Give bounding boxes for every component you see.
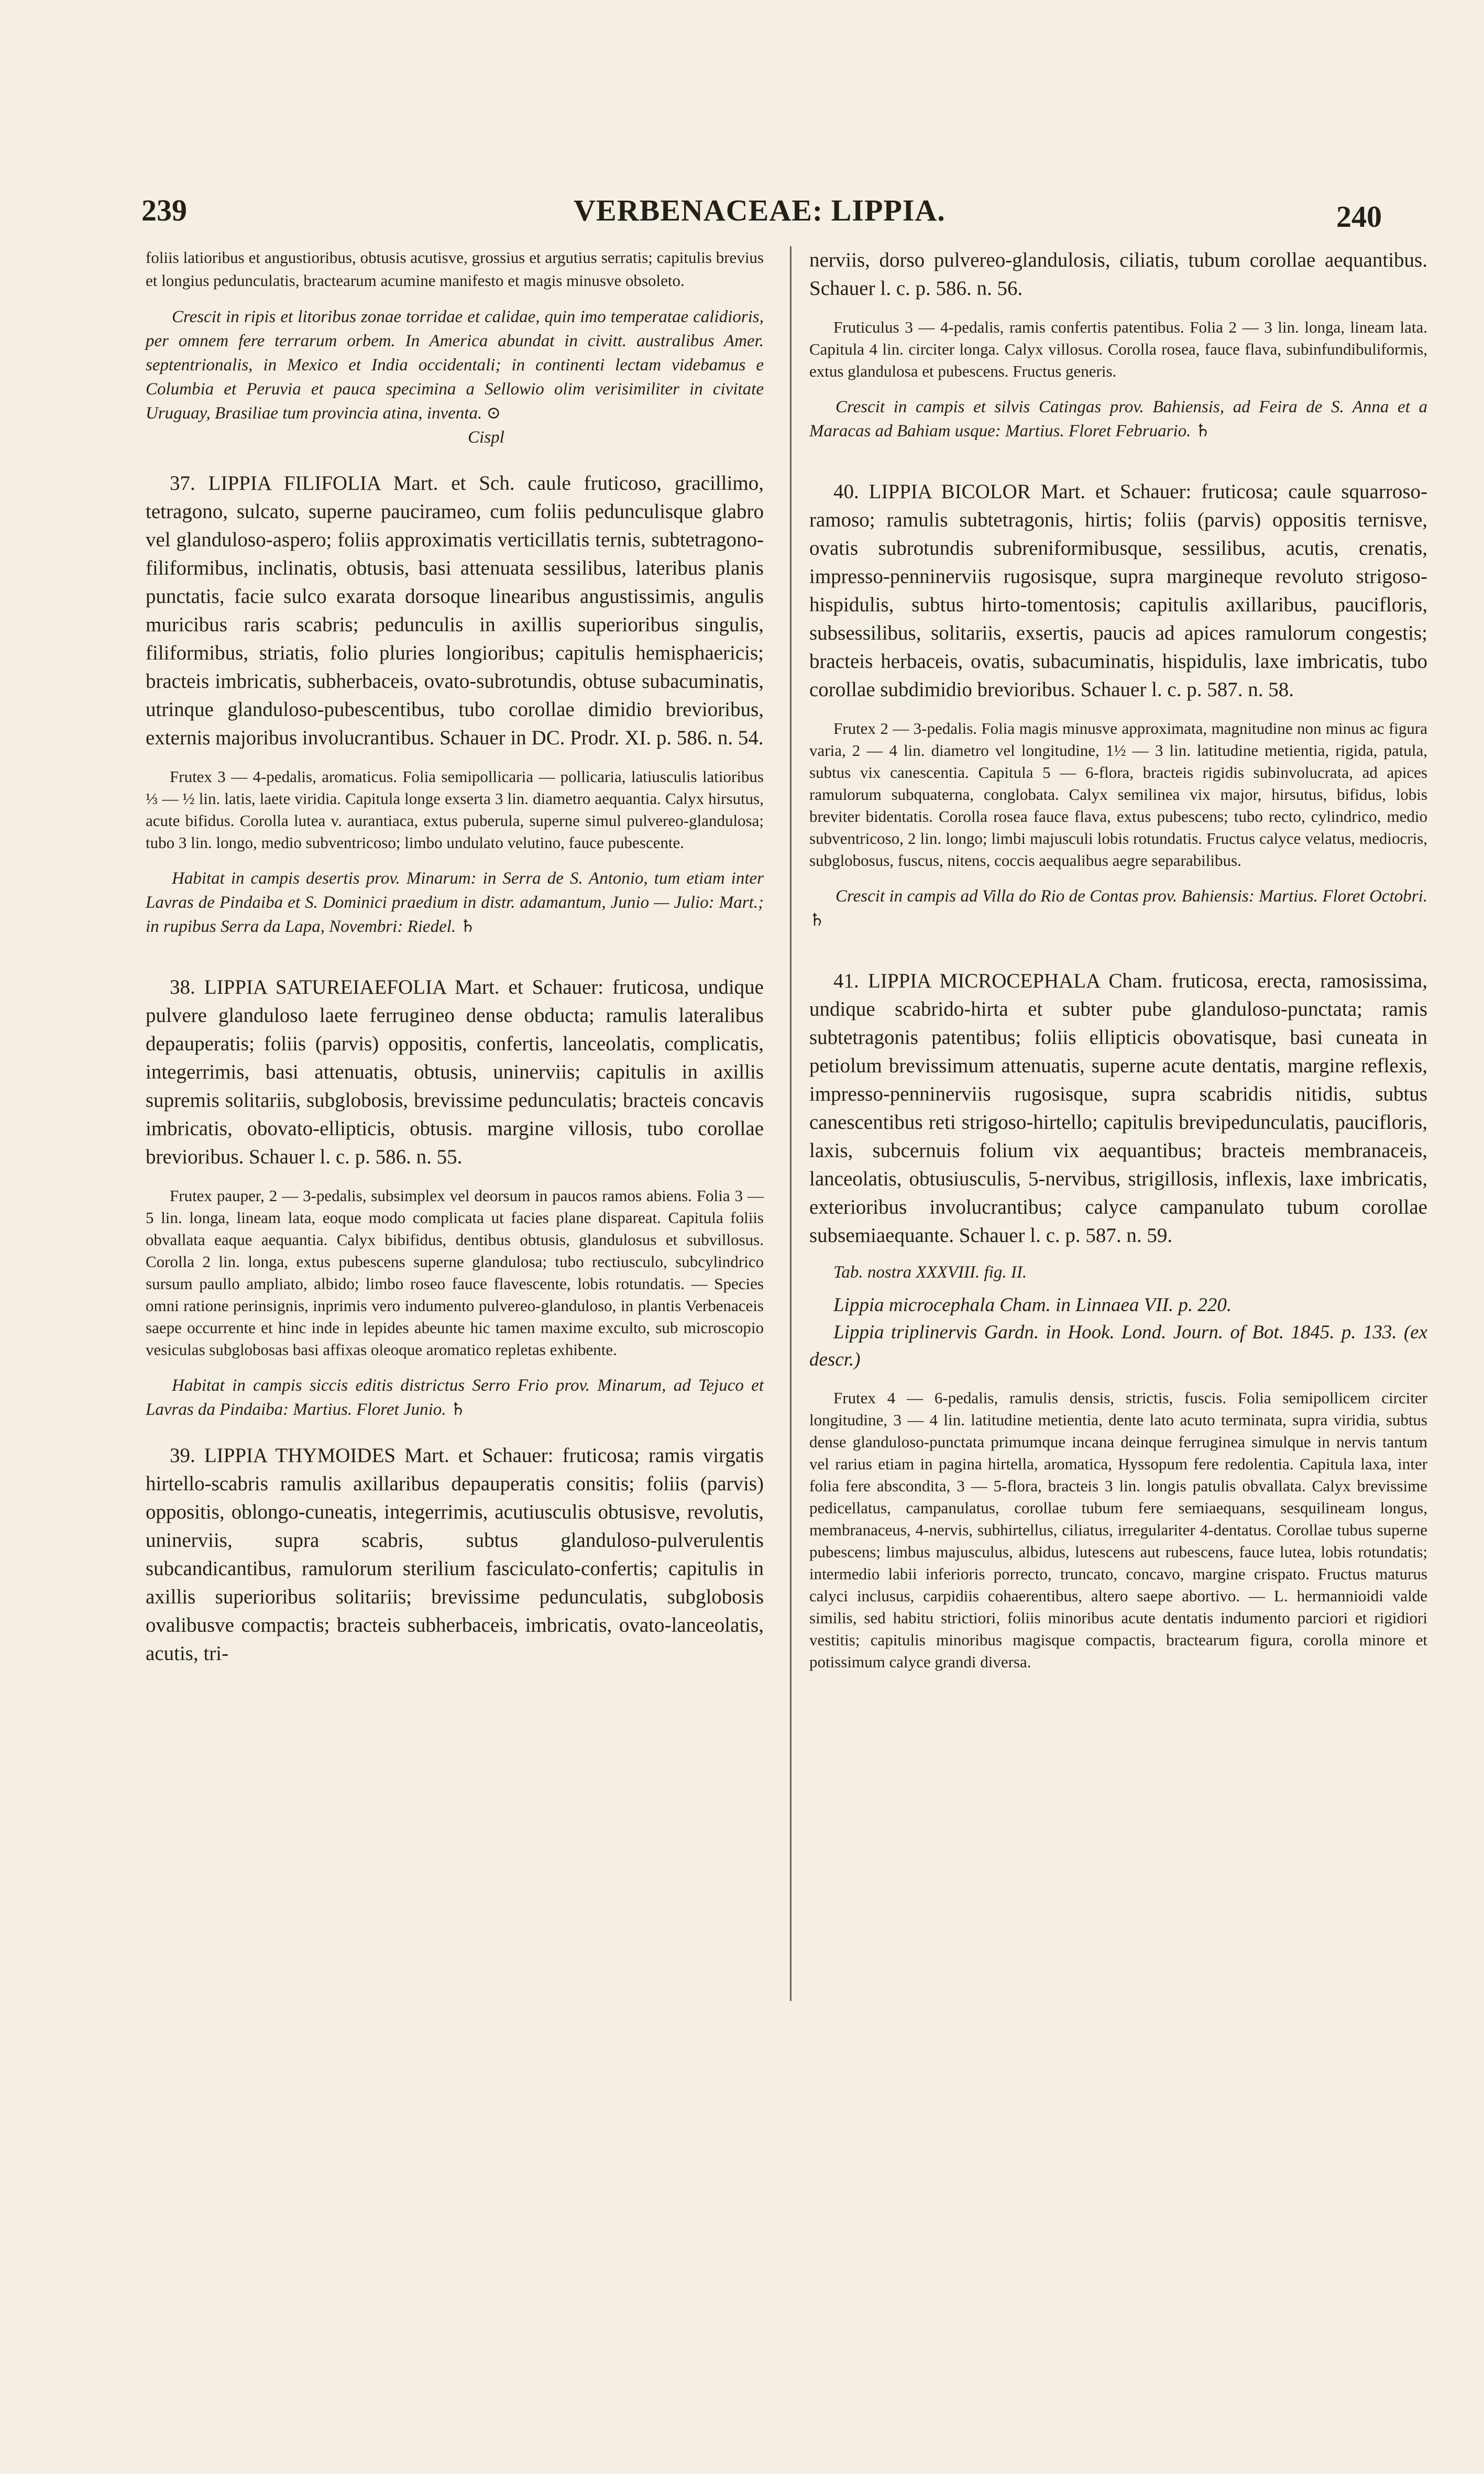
right-column	[809, 246, 1427, 1673]
species-39-habitat: Crescit in campis et silvis Catingas prov. Bahiensis, ad Feira de S. Anna et a Maracas ad Bahiam usque: Martius. Floret Februario. ♄	[809, 398, 1427, 441]
species-41-plate-reference: Tab. nostra XXXVIII. fig. II.	[833, 1263, 1027, 1282]
species-39-description: Fruticulus 3 — 4-pedalis, ramis confertis patentibus. Folia 2 — 3 lin. longa, lineam lata. Capitula 4 lin. circiter longa. Calyx villosus. Corolla rosea, fauce flava, subinfundibuliformis, extus glandulosa et pubescens. Fructus generis.	[809, 318, 1427, 380]
species-37-description: Frutex 3 — 4-pedalis, aromaticus. Folia semipollicaria — pollicaria, latiusculis latioribus ⅓ — ½ lin. latis, laete viridia. Capitula longe exserta 3 lin. diametro aequantia. Calyx hirsutus, acute bifidus. Corolla lutea v. aurantiaca, extus puberula, superne simul pulvereo-glandulosa; tubo 3 lin. longo, medio subventricoso; limbo undulato velutino, fauce pubescente.	[146, 767, 764, 852]
species-40-habitat: Crescit in campis ad Villa do Rio de Contas prov. Bahiensis: Martius. Floret Octobri. ♄	[809, 887, 1427, 930]
species-38-description: Frutex pauper, 2 — 3-pedalis, subsimplex vel deorsum in paucos ramos abiens. Folia 3 — 5 lin. longa, lineam lata, eoque modo complicata ut facies plane dispareat. Capitula foliis obvallata eaque aequantia. Calyx bibifidus, dentibus obtusis, glandulosus et subvillosus. Corolla 2 lin. longa, extus pubescens superne glandulosa; tubo rectiusculo, subcylindrico sursum paullo ampliato, albido; limbo roseo fauce flavescente, lobis rotundatis. — Species omni ratione perinsignis, inprimis vero indumento pulvereo-glanduloso, in plantis Verbenaceis saepe occurrente et hinc inde in lepides abeunte hic tamen maxime exculto, sub microscopio vesiculas subglobosas basi affixas oleoque aromatico repletas exhibente.	[146, 1186, 764, 1359]
species-39-continuation: nerviis, dorso pulvereo-glandulosis, ciliatis, tubum corollae aequantibus. Schauer l. c. p. 586. n. 56.	[809, 249, 1427, 300]
species-37-diagnosis: 37. LIPPIA FILIFOLIA Mart. et Sch. caule fruticoso, gracillimo, tetragono, sulcato, superne paucirameo, cum foliis pedunculisque glabro vel glanduloso-aspero; foliis approximatis verticillatis ternis, subtetragono-filiformibus, inclinatis, obtusis, basi attenuata sessilibus, lateribus planis punctatis, facie sulco exarata dorsoque linearibus angustissimis, angulis muricibus raris scabris; pedunculis in axillis superioribus singulis, filiformibus, striatis, folio pluries longioribus; capitulis hemisphaericis; bracteis imbricatis, subherbaceis, ovato-subrotundis, obtuse subacuminatis, utrinque glanduloso-pubescentibus, tubo corollae dimidio brevioribus, externis majoribus involucrantibus. Schauer in DC. Prodr. XI. p. 586. n. 54.	[146, 472, 764, 749]
species-41-synonym-2: Lippia triplinervis Gardn. in Hook. Lond. Journ. of Bot. 1845. p. 133. (ex descr.)	[809, 1322, 1427, 1370]
species-39-diagnosis: 39. LIPPIA THYMOIDES Mart. et Schauer: fruticosa; ramis virgatis hirtello-scabris ramulis axillaribus depauperatis consitis; foliis (parvis) oppositis, oblongo-cuneatis, integerrimis, acutiusculis obtusisve, revolutis, uninerviis, supra scabris, subtus glanduloso-pulverulentis subcandicantibus, ramulorum sterilium fasciculato-confertis; capitulis in axillis superioribus solitariis; brevissime pedunculatis, subglobosis ovalibusve compactis; bracteis subherbaceis, imbricatis, ovato-lanceolatis, acutis, tri-	[146, 1444, 764, 1665]
species-40-description: Frutex 2 — 3-pedalis. Folia magis minusve approximata, magnitudine non minus ac figura varia, 2 — 4 lin. diametro vel longitudine, 1½ — 3 lin. latitudine metientia, rigida, patula, subtus vix canescentia. Capitula 5 — 6-flora, bracteis rigidis subinvolucrata, ad apices ramulorum subquaterna, conglobata. Calyx semilinea vix major, hirsutus, bifidus, lobis breviter bidentatis. Corolla rosea fauce flava, extus pubescens; tubo recto, cylindrico, medio subventricoso, 2 lin. longo; limbi majusculi lobis rotundatis. Fructus calyce velatus, mediocris, subglobosus, fuscus, nitens, coccis aequalibus aegre separabilibus.	[809, 719, 1427, 870]
column-divider	[790, 246, 792, 2001]
species-40-diagnosis: 40. LIPPIA BICOLOR Mart. et Schauer: fruticosa; caule squarroso-ramoso; ramulis subtetragonis, hirtis; foliis (parvis) oppositis ternisve, ovatis subrotundis subreniformibusque, sessilibus, acutis, crenatis, impresso-penninerviis rugosisque, supra margineque revoluto strigoso-hispidulis, subtus hirto-tomentosis; capitulis axillaribus, paucifloris, subsessilibus, solitariis, exsertis, paucis ad apices ramulorum congestis; bracteis herbaceis, ovatis, subacuminatis, hispidulis, laxe imbricatis, tubo corollae subdimidio brevioribus. Schauer l. c. p. 587. n. 58.	[809, 480, 1427, 701]
species-37-habitat: Habitat in campis desertis prov. Minarum: in Serra de S. Antonio, tum etiam inter Lavras de Pindaiba et S. Dominici praedium in distr. adamantum, Junio — Julio: Mart.; in rupibus Serra da Lapa, Novembri: Riedel. ♄	[146, 869, 764, 936]
species-41-synonym-1: Lippia microcephala Cham. in Linnaea VII. p. 220.	[833, 1294, 1232, 1316]
page-header	[141, 193, 1382, 235]
intro-paragraph: foliis latioribus et angustioribus, obtusis acutisve, grossius et argutius serratis; capitulis brevius et longius pedunculatis, bractearum acumine manifesto et magis minusve obsoleto.	[146, 248, 764, 290]
intro-habitat: Crescit in ripis et litoribus zonae torridae et calidae, quin imo temperatae calidioris, per omnem fere terrarum orbem. In America abundat in civitt. australibus Amer. septentrionalis, in Mexico et India occidentali; in continenti lectam videbamus e Columbia et Peruvia et pauca specimina a Sellowio olim verisimiliter in civitate Uruguay, Brasiliae tum provincia atina, inventa. ⊙	[146, 307, 764, 423]
right-page-number: 240	[1336, 200, 1382, 234]
species-38-diagnosis: 38. LIPPIA SATUREIAEFOLIA Mart. et Schauer: fruticosa, undique pulvere glanduloso laete ferrugineo dense obducta; ramulis lateralibus depauperatis; foliis (parvis) oppositis, confertis, lanceolatis, complicatis, integerrimis, basi attenuatis, obtusis, uninerviis; capitulis in axillis supremis solitariis, subglobosis, brevissime pedunculatis; bracteis concavis imbricatis, obovato-ellipticis, obtusis. margine villosis, tubo corollae brevioribus. Schauer l. c. p. 586. n. 55.	[146, 976, 764, 1168]
species-38-habitat: Habitat in campis siccis editis districtus Serro Frio prov. Minarum, ad Tejuco et Lavras da Pindaiba: Martius. Floret Junio. ♄	[146, 1376, 764, 1419]
intro-habitat-note: Cispl	[468, 428, 504, 447]
running-title: VERBENACEAE: LIPPIA.	[574, 193, 946, 227]
species-41-diagnosis: 41. LIPPIA MICROCEPHALA Cham. fruticosa, erecta, ramosissima, undique scabrido-hirta et subter pube glanduloso-punctata; ramis subtetragonis patentibus; foliis ellipticis obovatisque, basi cuneata in petiolum brevissimum attenuatis, superne acute dentatis, margine reflexis, impresso-penninerviis rugosisque, supra scabridis nitidis, subtus canescentibus reti strigoso-hirtello; capitulis brevipedunculatis, paucifloris, laxis, subcernuis folium vix aequantibus; bracteis membranaceis, lanceolatis, obtusiusculis, 5-nervibus, strigillosis, inflexis, laxe imbricatis, exterioribus involucrantibus; calyce campanulato tubum corollae subsemiaequante. Schauer l. c. p. 587. n. 59.	[809, 970, 1427, 1247]
left-column	[146, 246, 764, 1668]
species-41-description: Frutex 4 — 6-pedalis, ramulis densis, strictis, fuscis. Folia semipollicem circiter longitudine, 3 — 4 lin. latitudine metientia, dente lato acuto terminata, supra viridia, subtus dense glanduloso-punctata primumque incana deinque ferruginea simulque in nervis tantum vel rarius etiam in pagina hirtella, aromatica, Hyssopum fere redolentia. Capitula laxa, inter folia fere abscondita, 3 — 5-flora, bracteis 3 lin. longis patulis obvallata. Calyx brevissime pedicellatus, campanulatus, corollae tubum fere semiaequans, sesquilineam longus, membranaceus, 4-nervis, subhirtellus, ciliatus, irregulariter 4-dentatus. Corollae tubus superne pubescens; limbus majusculus, albidus, lutescens aut rubescens, fauce lutea, lobis rotundatis; intermedio labii inferioris porrecto, truncato, concavo, margine crispato. Fructus maturus calyci inclusus, carpidiis cohaerentibus, altero saepe abortivo. — L. hermannioidi valde similis, sed habitu strictiori, foliis minoribus acute dentatis indumento parciori et rigidiori vestitis; capitulis minoribus magisque compactis, bractearum figura, corolla minore et potissimum calyce grandi diversa.	[809, 1389, 1427, 1671]
left-page-number: 239	[141, 193, 187, 227]
